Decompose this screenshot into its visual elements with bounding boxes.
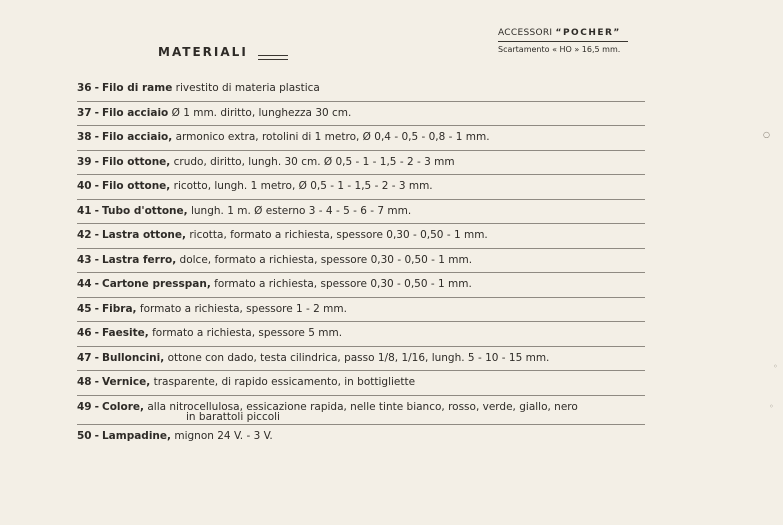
item-name: Faesite, xyxy=(101,327,149,339)
item-name: Lastra ottone, xyxy=(101,229,186,241)
item-description: formato a richiesta, spessore 1 - 2 mm. xyxy=(139,302,347,315)
margin-mark: ◦ xyxy=(769,402,774,411)
list-item: 41 - Tubo d'ottone, lungh. 1 m. Ø esterno 3 - 4 - 5 - 6 - 7 mm. xyxy=(77,203,645,225)
item-number: 44 xyxy=(77,278,92,290)
item-number: 48 xyxy=(77,376,92,388)
item-number: 43 xyxy=(77,253,92,266)
item-number: 38 xyxy=(77,131,92,143)
list-item: 48 - Vernice, trasparente, di rapido essicamento, in bottigliette xyxy=(77,374,645,396)
item-description: rivestito di materia plastica xyxy=(175,82,320,94)
list-item: 36 - Filo di rame rivestito di materia plastica xyxy=(77,80,645,102)
list-item: 46 - Faesite, formato a richiesta, spessore 5 mm. xyxy=(77,325,645,347)
title-underline xyxy=(258,55,288,56)
margin-mark: ○ xyxy=(763,130,770,139)
item-description: dolce, formato a richiesta, spessore 0,30 - 0,50 - 1 mm. xyxy=(179,253,473,266)
title-underline xyxy=(258,59,288,60)
item-name: Tubo d'ottone, xyxy=(101,204,188,217)
item-description: ricotto, lungh. 1 metro, Ø 0,5 - 1 - 1,5 - 2 - 3 mm. xyxy=(173,180,433,192)
item-number: 36 xyxy=(77,82,92,94)
item-name: Filo ottone, xyxy=(101,155,171,168)
brand-subtitle: Scartamento « HO » 16,5 mm. xyxy=(498,45,621,54)
list-item: 42 - Lastra ottone, ricotta, formato a richiesta, spessore 0,30 - 0,50 - 1 mm. xyxy=(77,227,645,249)
item-name: Lampadine, xyxy=(101,429,172,442)
list-item: 45 - Fibra, formato a richiesta, spessore 1 - 2 mm. xyxy=(77,301,645,323)
item-name: Fibra, xyxy=(101,302,137,315)
item-number: 37 xyxy=(77,106,92,119)
item-number: 47 xyxy=(77,351,92,364)
item-name: Lastra ferro, xyxy=(101,253,177,266)
brand-name: “POCHER” xyxy=(555,28,621,38)
item-number: 42 xyxy=(77,229,92,241)
item-description: alla nitrocellulosa, essicazione rapida, nelle tinte bianco, rosso, verde, giallo, nero xyxy=(147,400,578,413)
item-description: ricotta, formato a richiesta, spessore 0,30 - 0,50 - 1 mm. xyxy=(189,229,488,241)
item-name: Bulloncini, xyxy=(101,351,165,364)
item-description: crudo, diritto, lungh. 30 cm. Ø 0,5 - 1 - 1,5 - 2 - 3 mm xyxy=(173,155,455,168)
list-item: 38 - Filo acciaio, armonico extra, rotolini di 1 metro, Ø 0,4 - 0,5 - 0,8 - 1 mm. xyxy=(77,129,645,151)
list-item: 39 - Filo ottone, crudo, diritto, lungh. 30 cm. Ø 0,5 - 1 - 1,5 - 2 - 3 mm xyxy=(77,154,645,176)
item-description: trasparente, di rapido essicamento, in bottigliette xyxy=(153,376,416,388)
item-number: 46 xyxy=(77,327,92,339)
list-item: 40 - Filo ottone, ricotto, lungh. 1 metro, Ø 0,5 - 1 - 1,5 - 2 - 3 mm. xyxy=(77,178,645,200)
item-name: Vernice, xyxy=(101,376,151,388)
item-name: Filo di rame xyxy=(101,82,173,94)
item-description: lungh. 1 m. Ø esterno 3 - 4 - 5 - 6 - 7 mm. xyxy=(190,204,412,217)
item-number: 45 xyxy=(77,302,92,315)
item-description: formato a richiesta, spessore 0,30 - 0,50 - 1 mm. xyxy=(214,278,472,290)
item-name: Colore, xyxy=(101,400,145,413)
page-title: MATERIALI xyxy=(158,45,248,59)
brand-prefix: ACCESSORI xyxy=(498,28,553,38)
brand-header xyxy=(498,28,621,38)
item-name: Filo acciaio, xyxy=(101,131,173,143)
item-number: 39 xyxy=(77,155,92,168)
list-item: 49 - Colore, alla nitrocellulosa, essicazione rapida, nelle tinte bianco, rosso, verde, giallo, nero in barattoli piccoli xyxy=(77,399,645,425)
item-name: Cartone presspan, xyxy=(101,278,211,290)
item-description: Ø 1 mm. diritto, lunghezza 30 cm. xyxy=(171,106,352,119)
list-item: 44 - Cartone presspan, formato a richiesta, spessore 0,30 - 0,50 - 1 mm. xyxy=(77,276,645,298)
materials-list xyxy=(77,80,645,449)
item-name: Filo acciaio xyxy=(101,106,169,119)
item-number: 41 xyxy=(77,204,92,217)
item-description: formato a richiesta, spessore 5 mm. xyxy=(152,327,343,339)
list-item: 47 - Bulloncini, ottone con dado, testa cilindrica, passo 1/8, 1/16, lungh. 5 - 10 - 15 mm. xyxy=(77,350,645,372)
item-description: ottone con dado, testa cilindrica, passo 1/8, 1/16, lungh. 5 - 10 - 15 mm. xyxy=(167,351,550,364)
item-number: 50 xyxy=(77,429,92,442)
list-item: 37 - Filo acciaio Ø 1 mm. diritto, lunghezza 30 cm. xyxy=(77,105,645,127)
item-description: armonico extra, rotolini di 1 metro, Ø 0,4 - 0,5 - 0,8 - 1 mm. xyxy=(175,131,490,143)
item-number: 49 xyxy=(77,400,92,413)
item-name: Filo ottone, xyxy=(101,180,171,192)
item-number: 40 xyxy=(77,180,92,192)
list-item: 43 - Lastra ferro, dolce, formato a richiesta, spessore 0,30 - 0,50 - 1 mm. xyxy=(77,252,645,274)
item-description: mignon 24 V. - 3 V. xyxy=(174,429,273,442)
margin-mark: ◦ xyxy=(773,362,778,371)
item-description-continued: in barattoli piccoli xyxy=(186,410,280,423)
list-item: 50 - Lampadine, mignon 24 V. - 3 V. xyxy=(77,429,273,442)
brand-underline xyxy=(498,41,628,42)
